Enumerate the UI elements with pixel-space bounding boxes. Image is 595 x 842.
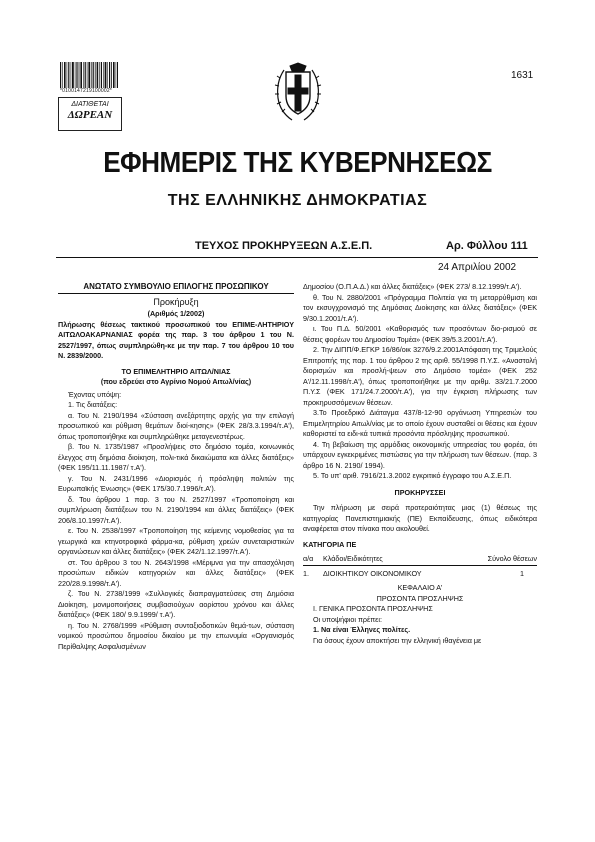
provision-b: β. Του Ν. 1735/1987 «Προσλήψεις στο δημόσιο τομέα, κοινωνικός έλεγχος στη δημόσια διοίκηση, πολι-τικά δικαιώματα και άλλες διατάξεις» (ΦΕΚ 195/11.11.1987/ τ.Α').	[58, 442, 294, 472]
row-number: 1.	[303, 568, 309, 578]
provision-d: δ. Του άρθρου 1 παρ. 3 του Ν. 2527/1997 «Τροποποίηση και συμπλήρωση διατάξεων του Ν. 2190/1994 και άλλες διατάξεις» (ΦΕΚ 206/8.10.1997/τ.Α').	[58, 494, 294, 525]
positions-table-header	[303, 554, 537, 566]
item-1-text: Για όσους έχουν αποκτήσει την ελληνική ιθαγένεια με	[313, 635, 482, 645]
issue-sheet-number: Αρ. Φύλλου 111	[446, 240, 528, 252]
issue-date: 24 Απριλίου 2002	[438, 262, 517, 273]
provision-h-cont: Δημοσίου (Ο.Π.Α.Δ.) και άλλες διατάξεις» (ΦΕΚ 273/ 8.12.1999/τ.Α').	[303, 282, 522, 291]
having-regard: Έχοντας υπόψη:	[68, 389, 122, 399]
provision-e: ε. Του Ν. 2538/1997 «Τροποποίηση της κείμενης νομοθεσίας για τα γεωργικά και κτηνοτροφικά φάρμα-κα, ρύθμιση χρεών συνεταιριστικών οργανώσεων και άλλες διατάξεις» (ΦΕΚ 242/1.12.1997/τ.Α').	[58, 526, 294, 556]
provision-5: 5. Το υπ' αριθ. 7916/21.3.2002 εγκριτικό έγγραφο του Α.Σ.Ε.Π.	[313, 471, 512, 480]
announcement-title: Προκήρυξη	[153, 296, 199, 307]
th-branch: Κλάδοι/Ειδικότητες	[323, 554, 383, 563]
issue-type: ΤΕΥΧΟΣ ΠΡΟΚΗΡΥΞΕΩΝ Α.Σ.Ε.Π.	[195, 240, 373, 252]
left-column	[58, 282, 294, 652]
provision-a: α. Του Ν. 2190/1994 «Σύσταση ανεξάρτητης αρχής για την επιλογή προσωπικού και ρύθμιση θεμάτων διοί-κησης» (ΦΕΚ 28/3.3.1994/τ.Α'), όπως τροποποιήθηκε και συμπληρώθηκε μεταγενεστέρως.	[58, 410, 294, 441]
greek-coat-of-arms-icon	[272, 62, 324, 126]
table-row	[303, 569, 537, 580]
provision-2: 2. Την ΔΙΠΠ/Φ.ΕΓΚΡ 16/86/οικ 3276/9.2.2001Απόφαση της Τριμελούς Επιτροπής της παρ. 1 του άρθρου 2 της αριθ. 55/1998 Π.Υ.Σ. «Αναστολή διορισμών και προσλή-ψεων στο Δημόσιο τομέα» (ΦΕΚ 252 Α'/12.11.1998/τ.Α'), όπως τροποποιήθηκε με την αριθμ. 33/21.7.2000 Π.Υ.Σ (ΦΕΚ 171/24.7.2000/τ.Α'), για την έγκριση πλήρωσης των προκηρυσσόμενων θέσεων.	[303, 345, 537, 407]
page-number: 1631	[511, 70, 534, 81]
right-column	[303, 282, 537, 646]
stamp-line2: ΔΩΡΕΑΝ	[67, 109, 113, 122]
chamber-seat: (που εδρεύει στο Αγρίνιο Νομού Αιτωλ/νίας)	[100, 377, 252, 386]
gazette-title: ΕΦΗΜΕΡΙΣ ΤΗΣ ΚΥΒΕΡΝΗΣΕΩΣ	[103, 147, 492, 179]
announcement-number: (Αριθμός 1/2002)	[147, 309, 205, 318]
barcode	[60, 62, 118, 88]
th-number: α/α	[303, 554, 314, 563]
provision-h: η. Του Ν. 2768/1999 «Ρύθμιση συνταξιοδοτικών θεμά-των, σύσταση νομικού προσώπου δημοσίου δικαίου με την επωνυμία «Οργανισμός Περίθαλψης Ασφαλισμένων	[58, 620, 294, 651]
chamber-heading: ΤΟ ΕΠΙΜΕΛΗΤΗΡΙΟ ΑΙΤΩΛ/ΝΙΑΣ	[121, 366, 231, 376]
chapter-heading: ΚΕΦΑΛΑΙΟ Α'	[397, 583, 443, 592]
gazette-subtitle: ΤΗΣ ΕΛΛΗΝΙΚΗΣ ΔΗΜΟΚΡΑΤΙΑΣ	[167, 192, 428, 209]
provision-i: ι. Του Π.Δ. 50/2001 «Καθορισμός των προσόντων διο-ρισμού σε θέσεις φορέων του Δημοσίου Τομέα» (ΦΕΚ 39/5.3.2001/τ.Α').	[303, 324, 537, 344]
row-branch: ΔΙΟΙΚΗΤΙΚΟΥ ΟΙΚΟΝΟΜΙΚΟΥ	[323, 568, 422, 578]
provision-1: 1. Τις διατάξεις:	[68, 400, 118, 409]
free-distribution-stamp	[58, 97, 122, 131]
barcode-number: *0100147219100002*	[60, 88, 112, 94]
chapter-title: ΠΡΟΣΟΝΤΑ ΠΡΟΣΛΗΨΗΣ	[376, 593, 464, 603]
th-total: Σύνολο θέσεων	[487, 554, 537, 563]
provision-st: στ. Του άρθρου 3 του Ν. 2643/1998 «Μέριμνα για την απασχόληση προσώπων ειδικών κατηγοριών και άλλες διατάξεις» (ΦΕΚ 220/28.9.1998/τ.Α').	[58, 557, 294, 588]
provision-c: γ. Του Ν. 2431/1996 «Διορισμός ή πρόσληψη πολιτών της Ευρωπαϊκής Ένωσης» (ΦΕΚ 175/30.7.1996/τ.Α').	[58, 473, 294, 493]
item-1: 1. Να είναι Έλληνες πολίτες.	[313, 625, 411, 634]
proclaims-heading: ΠΡΟΚΗΡΥΣΣΕΙ	[394, 487, 446, 497]
provision-4: 4. Τη βεβαίωση της αρμόδιας οικονομικής υπηρεσίας του φορέα, ότι υπάρχουν εγκεκριμένες πιστώσεις για την πλήρωση των θέσεων. (παρ. 3 άρθρο 16 Ν. 2190/ 1994).	[303, 439, 537, 470]
organization-heading: ΑΝΩΤΑΤΟ ΣΥΜΒΟΥΛΙΟ ΕΠΙΛΟΓΗΣ ΠΡΟΣΩΠΙΚΟΥ	[58, 282, 294, 294]
category-heading: ΚΑΤΗΓΟΡΙΑ ΠΕ	[303, 539, 357, 549]
provision-3: 3.Το Προεδρικό Διάταγμα 437/8-12-90 οργάνωση Υπηρεσιών του Επιμελητηρίου Αιτωλ/νίας με το οποίο έχουν συσταθεί οι θέσεις και έχουν καθοριστεί τα ειδι-κά τυπικά προσόντα πρόσληψης προσωπικού.	[303, 408, 537, 438]
section-1-text: Οι υποψήφιοι πρέπει:	[313, 614, 382, 624]
provision-z: ζ. Του Ν. 2738/1999 «Συλλογικές διαπραγματεύσεις στη Δημόσια Διοίκηση, μονιμοποιήσεις συμβασιούχων αορίστου χρόνου και άλλες διατάξεις» (ΦΕΚ 180/ 9.9.1999/ τ.Α').	[58, 589, 294, 619]
announcement-summary: Πλήρωσης θέσεως τακτικού προσωπικού του ΕΠΙΜΕ-ΛΗΤΗΡΙΟΥ ΑΙΤΩΛΟΑΚΑΡΝΑΝΙΑΣ φορέα της παρ. 3 του άρθρου 1 του Ν. 2527/1997, όπως συμπληρώθη-κε με την παρ. 7 του άρθρου 10 του Ν. 2839/2000.	[58, 319, 294, 360]
proclamation-text: Την πλήρωση με σειρά προτεραιότητας μιας (1) θέσεως της κατηγορίας Πανεπιστημιακής (ΠΕ) Εκπαίδευσης, όπως ειδικότερα αναφέρεται στον πίνακα που ακολουθεί.	[303, 503, 537, 533]
provision-th: θ. Του Ν. 2880/2001 «Πρόγραμμα Πολιτεία για τη μεταρρύθμιση και τον εκσυγχρονισμό της Δημόσιας Διοίκησης και άλλες διατάξεις» (ΦΕΚ 9/30.1.2001/τ.Α').	[303, 292, 537, 323]
section-1-heading: Ι. ΓΕΝΙΚΑ ΠΡΟΣΟΝΤΑ ΠΡΟΣΛΗΨΗΣ	[313, 604, 433, 613]
row-total: 1	[520, 568, 524, 578]
stamp-line1: ΔΙΑΤΙΘΕΤΑΙ	[71, 101, 109, 108]
